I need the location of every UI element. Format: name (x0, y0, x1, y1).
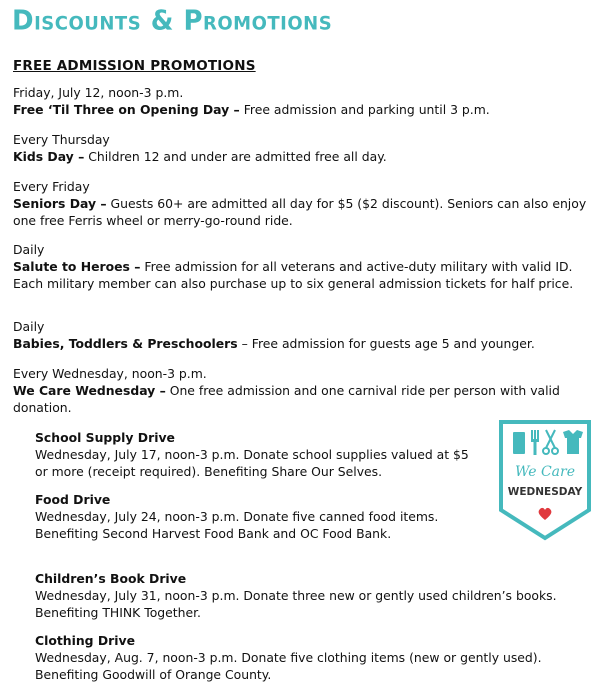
badge-graphic (497, 418, 593, 542)
drive-clothing (35, 632, 585, 683)
promotion-when: Every Friday (13, 179, 90, 194)
promotion-desc: – Free admission for guests age 5 and younger. (237, 336, 535, 351)
drive-name: Children’s Book Drive (35, 571, 187, 586)
promotion-desc: Free admission and parking until 3 p.m. (239, 102, 490, 117)
promotion-name: Babies, Toddlers & Preschoolers (13, 336, 238, 351)
book-icon (513, 432, 525, 454)
drive-name: Clothing Drive (35, 633, 135, 648)
drive-desc: Wednesday, Aug. 7, noon-3 p.m. Donate five clothing items (new or gently used). Benefiting Goodwill of Orange County. (35, 650, 542, 682)
promotion-desc: Free admission for all veterans and active-duty military with valid ID. Each military member can also purchase up to six general admission tickets for half price. (13, 259, 574, 291)
section-heading: FREE ADMISSION PROMOTIONS (13, 58, 256, 74)
we-care-wednesday-badge (497, 418, 593, 542)
promotion-salute-to-heroes (13, 241, 591, 292)
drive-school-supply (35, 429, 485, 480)
promotion-name: Free ‘Til Three on Opening Day – (13, 102, 240, 117)
drive-desc: Wednesday, July 31, noon-3 p.m. Donate three new or gently used children’s books. Benefiting THINK Together. (35, 588, 557, 620)
promotion-when: Daily (13, 242, 45, 257)
promotion-desc: Children 12 and under are admitted free all day. (84, 149, 387, 164)
promotion-name: Kids Day – (13, 149, 85, 164)
page-title: Discounts & Promotions (12, 5, 333, 37)
drive-name: Food Drive (35, 492, 111, 507)
promotion-name: We Care Wednesday – (13, 383, 166, 398)
badge-line1: We Care (514, 464, 576, 480)
promotion-seniors-day (13, 178, 591, 229)
promotion-name: Seniors Day – (13, 196, 107, 211)
promotion-babies-toddlers (13, 318, 591, 352)
promotion-desc: Guests 60+ are admitted all day for $5 ($2 discount). Seniors can also enjoy one free Ferris wheel or merry-go-round ride. (13, 196, 587, 228)
promotion-when: Every Wednesday, noon-3 p.m. (13, 366, 207, 381)
promotion-opening-day (13, 84, 591, 118)
drive-desc: Wednesday, July 17, noon-3 p.m. Donate school supplies valued at $5 or more (receipt required). Benefiting Share Our Selves. (35, 447, 469, 479)
drive-childrens-book (35, 570, 585, 621)
promotion-desc: One free admission and one carnival ride per person with valid donation. (13, 383, 560, 415)
drive-food (35, 491, 485, 542)
promotion-name: Salute to Heroes – (13, 259, 141, 274)
promotion-when: Daily (13, 319, 45, 334)
promotion-kids-day (13, 131, 591, 165)
drive-name: School Supply Drive (35, 430, 175, 445)
promotion-when: Friday, July 12, noon-3 p.m. (13, 85, 184, 100)
drive-desc: Wednesday, July 24, noon-3 p.m. Donate five canned food items. Benefiting Second Harvest Food Bank and OC Food Bank. (35, 509, 439, 541)
promotion-when: Every Thursday (13, 132, 110, 147)
badge-line2: WEDNESDAY (507, 486, 583, 498)
promotion-we-care-wednesday (13, 365, 591, 416)
